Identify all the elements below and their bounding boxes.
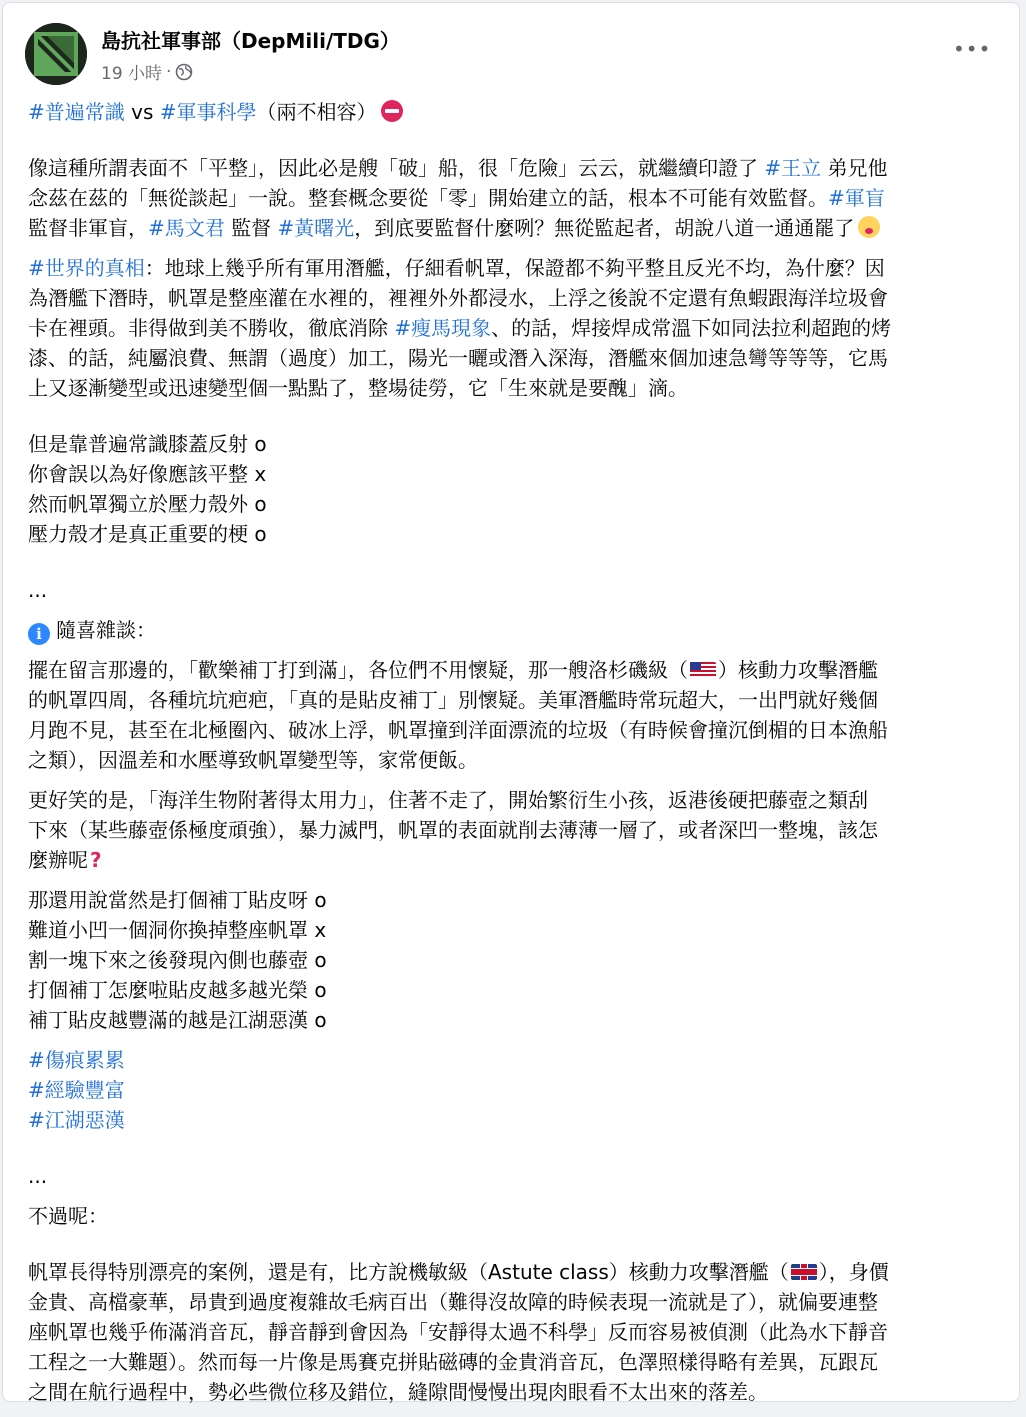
text-span: ：地球上幾乎所有軍用潛艦，仔細看帆罩，保證都不夠平整且反光不均，為什麼？因 [144,256,885,280]
text-span: 監督 [224,216,278,240]
ellipsis-divider: ... [28,1164,48,1188]
text-line: 的帆罩四周，各種坑坑疤疤，「真的是貼皮補丁」別懷疑。美軍潛艦時常玩超大，一出門就好幾個 [28,688,878,712]
text-line [28,655,1003,685]
post-card [2,2,1020,1402]
text-line: 座帆罩也幾乎佈滿消音瓦，靜音靜到會因為「安靜得太過不科學」反而容易被偵測（此為水下靜音 [28,1320,888,1344]
us-flag-icon [690,662,716,678]
text-span: ）核動力攻擊潛艦 [718,658,878,682]
text-line [28,213,1003,243]
text-span: ，到底要監督什麼咧？無從監起者，胡說八道一通通罷了 [354,216,855,240]
text-line: 漆、的話，純屬浪費、無謂（過度）加工，陽光一曬或潛入深海，潛艦來個加速急彎等等等，它馬 [28,346,888,370]
clown-face-icon [858,216,880,238]
hashtag-link[interactable]: #普遍常識 [28,100,125,124]
verse-2 [28,885,1003,1035]
verse-1 [28,429,1003,549]
paragraph-4 [28,785,1003,875]
paragraph-2 [28,253,1003,403]
information-icon: i [28,623,50,645]
text-line [28,313,1003,343]
no-entry-icon [381,100,403,122]
verse-line: 但是靠普遍常識膝蓋反射 o [28,432,267,456]
hashtag-link[interactable]: #黃曙光 [277,216,355,240]
text-span: 弟兄他 [821,156,888,180]
hashtag-link[interactable]: #軍事科學 [159,100,257,124]
text-span: 念茲在茲的「無從談起」一說。整套概念要從「零」開始建立的話，根本不可能有效監督。 [28,186,828,210]
hashtag-link[interactable]: #瘦馬現象 [394,316,492,340]
text-line: 之間在航行過程中，勢必些微位移及錯位，縫隙間慢慢出現肉眼看不太出來的落差。 [28,1380,768,1404]
post-headline [28,97,1003,127]
text-line: 金貴、高檔豪華，昂貴到過度複雜故毛病百出（難得沒故障的時候表現一流就是了），就偏要連整 [28,1290,878,1314]
uk-flag-icon [791,1264,817,1280]
hashtag-list [28,1045,1003,1135]
paragraph-6 [28,1257,1003,1407]
text-line: 更好笑的是，「海洋生物附著得太用力」，住著不走了，開始繁衍生小孩，返港後硬把藤壺之類刮 [28,788,868,812]
paragraph-5: 不過呢： [28,1204,108,1228]
ellipsis-divider: ... [28,578,48,602]
verse-line: 難道小凹一個洞你換掉整座帆罩 x [28,918,327,942]
text-line: 工程之一大難題）。然而每一片像是馬賽克拼貼磁磚的金貴消音瓦，色澤照樣得略有差異，瓦跟瓦 [28,1350,878,1374]
red-question-mark-icon: ? [90,848,102,872]
headline-vs: vs [124,100,160,124]
text-line: 之類），因溫差和水壓導致帆罩變型等，家常便飯。 [28,748,478,772]
hashtag-link[interactable]: #江湖惡漢 [28,1108,125,1132]
page-avatar[interactable] [25,23,87,85]
verse-line: 那還用說當然是打個補丁貼皮呀 o [28,888,327,912]
text-span: 麼辦呢 [28,848,88,872]
text-line: 下來（某些藤壺係極度頑強），暴力滅門，帆罩的表面就削去薄薄一層了，或者深凹一整塊，該怎 [28,818,878,842]
text-span: ），身價 [818,1260,889,1284]
hashtag-link[interactable]: #馬文君 [148,216,225,240]
aside-heading [28,615,1003,645]
text-span: 卡在裡頭。非得做到美不勝收，徹底消除 [28,316,395,340]
text-line: 上又逐漸變型或迅速變型個一點點了，整場徒勞，它「生來就是要醜」滴。 [28,376,688,400]
text-span: 像這種所謂表面不「平整」，因此必是艘「破」船，很「危險」云云，就繼續印證了 [28,156,765,180]
hashtag-link[interactable]: #經驗豐富 [28,1078,125,1102]
verse-line: 打個補丁怎麼啦貼皮越多越光榮 o [28,978,327,1002]
post-time[interactable]: 19 小時 [101,64,163,84]
meta-separator: · [166,61,172,82]
text-line: 為潛艦下潛時，帆罩是整座灌在水裡的，裡裡外外都浸水，上浮之後說不定還有魚蝦跟海洋垃圾會 [28,286,888,310]
text-line [28,845,1003,875]
verse-line: 割一塊下來之後發現內側也藤壺 o [28,948,327,972]
page-name-link[interactable]: 島抗社軍事部（DepMili/TDG） [101,29,400,53]
globe-icon[interactable] [175,63,193,81]
paragraph-1 [28,153,1003,243]
verse-line: 補丁貼皮越豐滿的越是江湖惡漢 o [28,1008,327,1032]
post-meta [101,59,193,84]
text-span: 帆罩長得特別漂亮的案例，還是有，比方說機敏級（Astute class）核動力攻擊潛艦（ [28,1260,789,1284]
text-line [28,183,1003,213]
hashtag-link[interactable]: #傷痕累累 [28,1048,125,1072]
headline-rest: （兩不相容） [256,100,377,124]
text-span: 監督非軍盲， [28,216,148,240]
verse-line: 壓力殼才是真正重要的梗 o [28,522,267,546]
hashtag-link[interactable]: #軍盲 [828,186,885,210]
text-span: 、的話，焊接焊成常溫下如同法拉利超跑的烤 [491,316,892,340]
post-body [28,97,1003,1417]
aside-title: 隨喜雜談： [56,618,156,642]
hashtag-link[interactable]: #王立 [764,156,822,180]
hashtag-link[interactable]: #世界的真相 [28,256,145,280]
paragraph-3 [28,655,1003,775]
verse-line: 你會誤以為好像應該平整 x [28,462,267,486]
page-logo-icon [25,23,87,85]
text-line: 月跑不見，甚至在北極圈內、破冰上浮，帆罩撞到洋面漂流的垃圾（有時候會撞沉倒楣的日本漁船 [28,718,888,742]
text-line [28,253,1003,283]
text-line [28,1257,1003,1287]
more-options-button[interactable]: ••• [953,37,992,61]
text-line [28,153,1003,183]
verse-line: 然而帆罩獨立於壓力殼外 o [28,492,267,516]
text-span: 擺在留言那邊的，「歡樂補丁打到滿」，各位們不用懷疑，那一艘洛杉磯級（ [28,658,688,682]
